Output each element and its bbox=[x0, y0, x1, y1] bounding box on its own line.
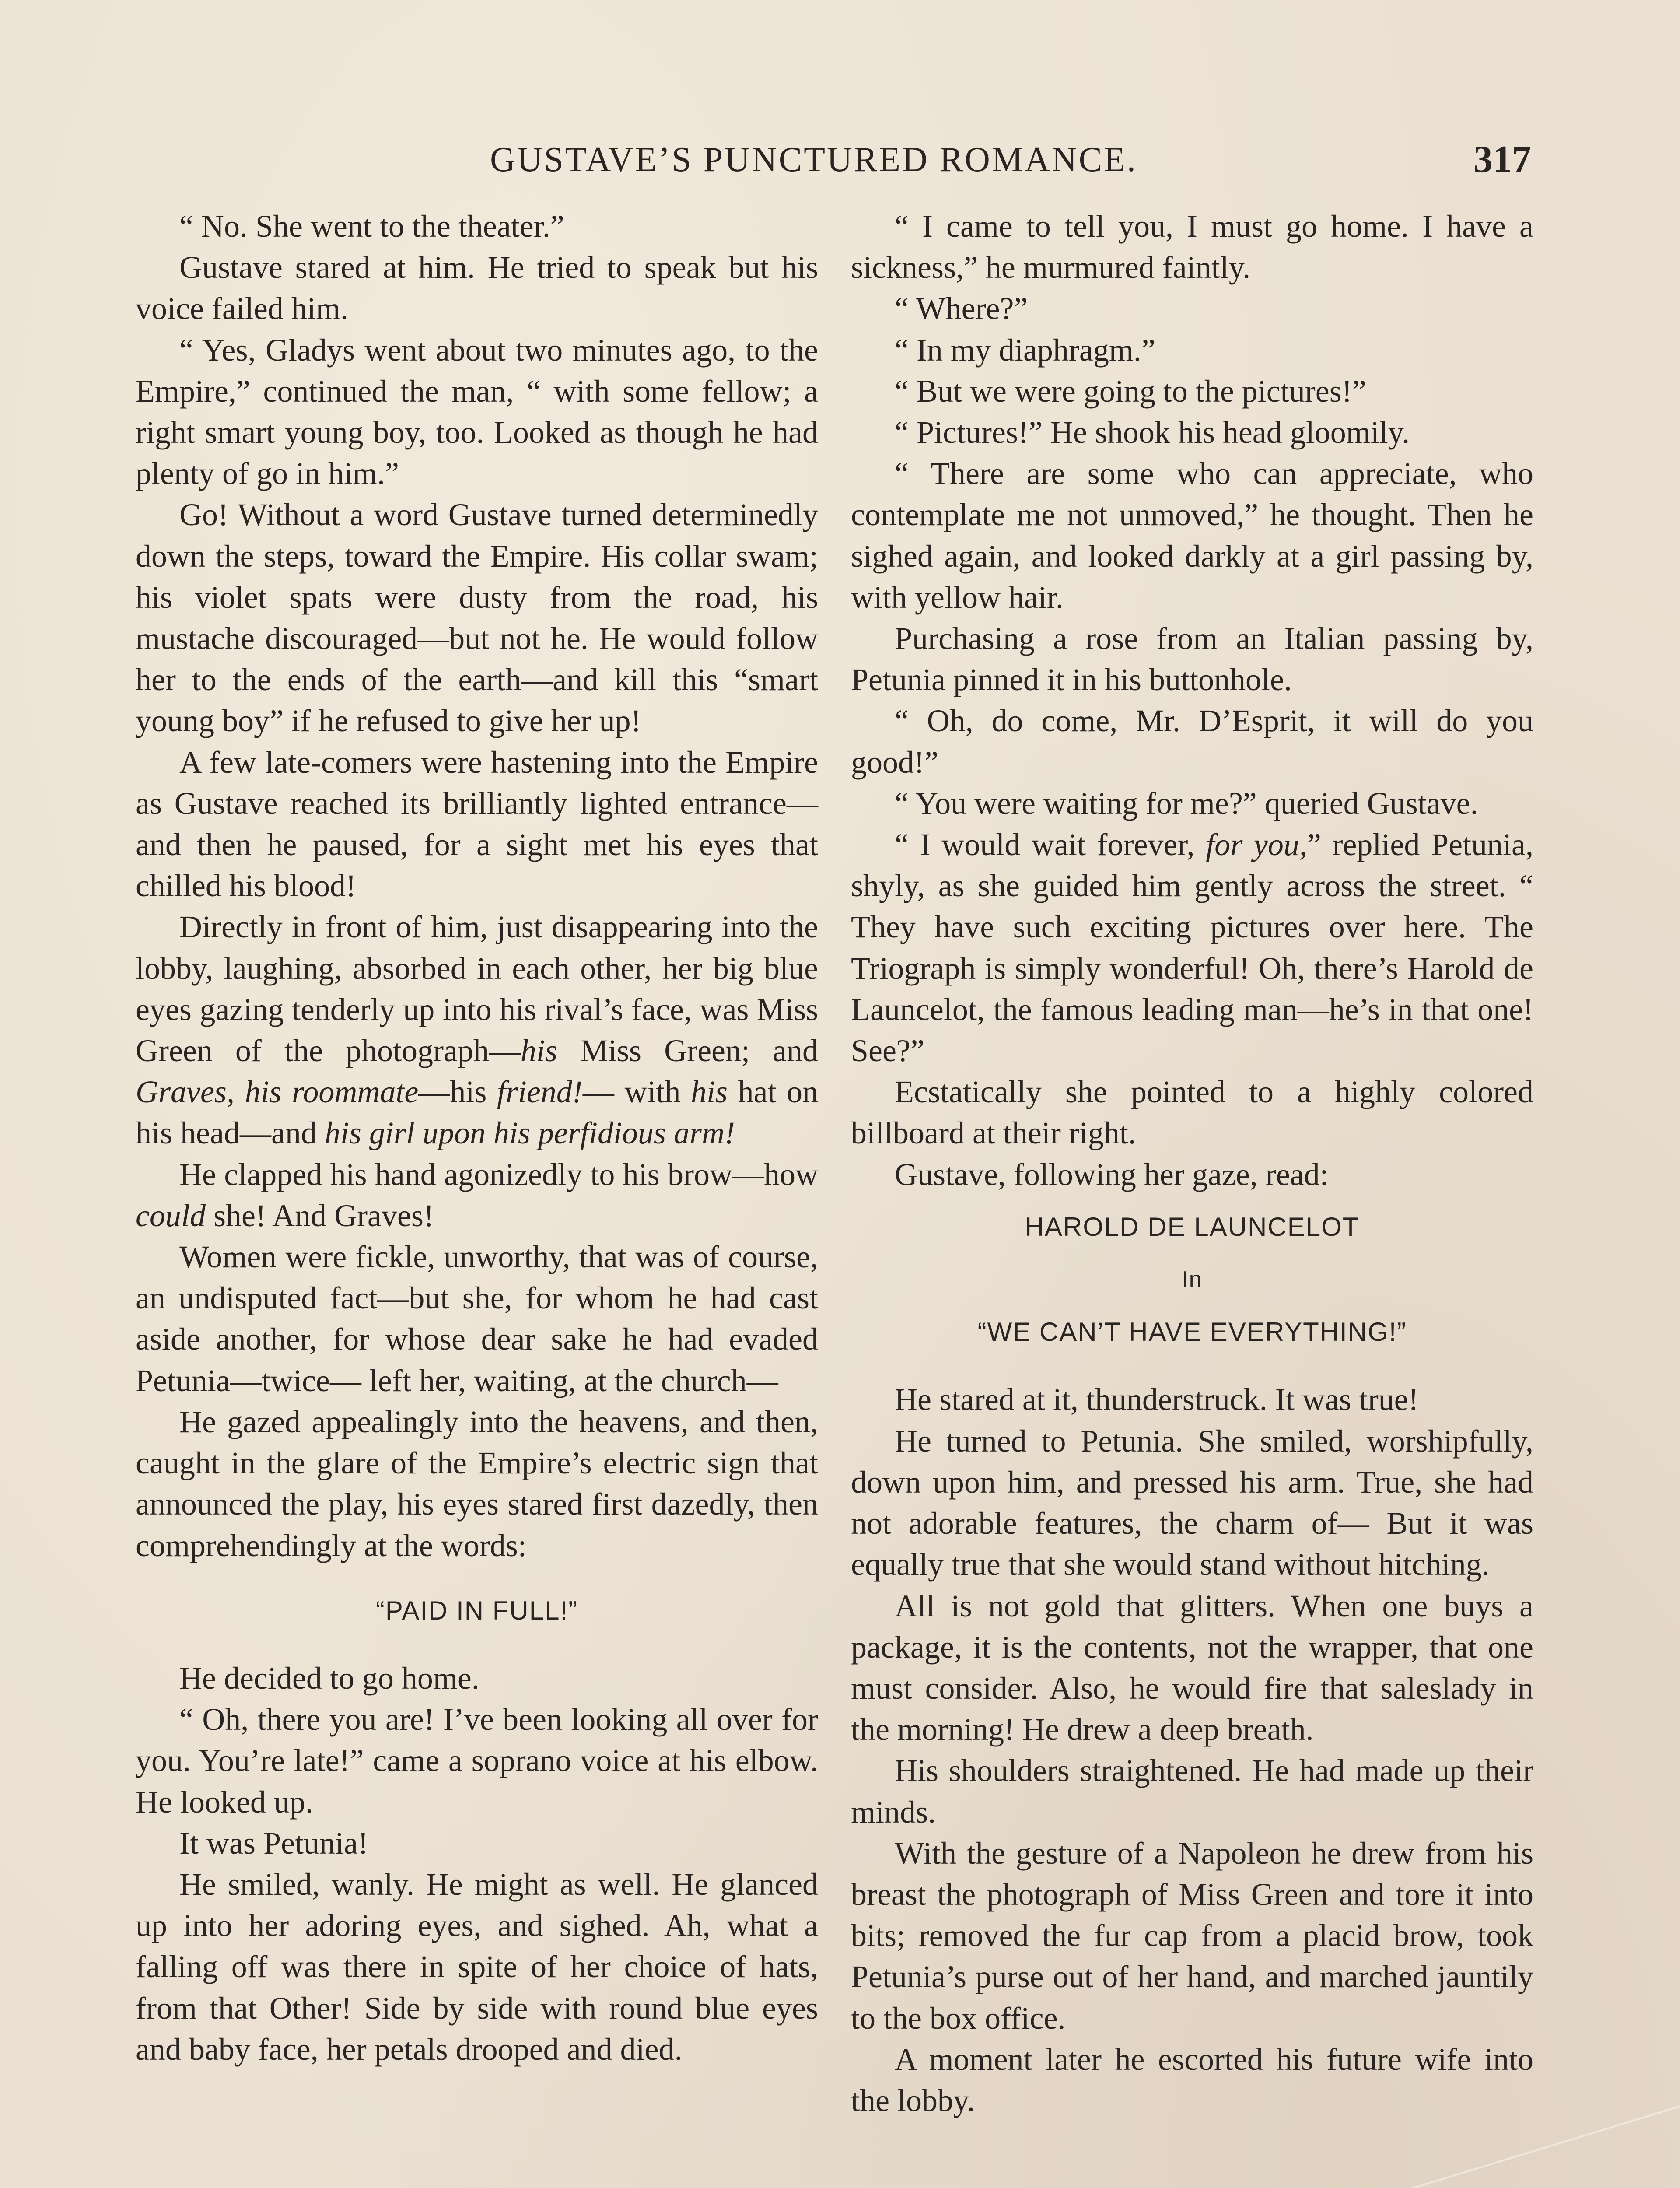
billboard-line: HAROLD DE LAUNCELOT bbox=[1025, 1212, 1360, 1241]
paragraph: “ You were waiting for me?” queried Gustave. bbox=[895, 785, 1478, 821]
page-header bbox=[0, 136, 1680, 184]
text-run: hat on his head—and bbox=[136, 1074, 818, 1151]
sign-text: “PAID IN FULL!” bbox=[375, 1595, 578, 1625]
text-run: Directly in front of him, just disappearing into the lobby, laughing, absorbed in each other, her big blue eyes gazing tenderly up into his rival’s face, was Miss Green of the photograph— bbox=[136, 909, 818, 1069]
paragraph: Purchasing a rose from an Italian passing by, Petunia pinned it in his buttonhole. bbox=[851, 621, 1533, 698]
paragraph: He smiled, wanly. He might as well. He glanced up into her adoring eyes, and sighed. Ah, what a falling off was there in spite of her choice of hats, from that Other! Side by side with round blue eyes and baby face, her petals drooped and died. bbox=[136, 1866, 818, 2067]
text-run: ” replied Petunia, shyly, as she guided him gently across the street. “ They have such exciting pictures over here. The Triograph is simply wonderful! Oh, there’s Harold de Launcelot, the famous leading man—he’s in that one! See?” bbox=[851, 827, 1533, 1069]
italic-run: his bbox=[520, 1033, 557, 1069]
paragraph: “ In my diaphragm.” bbox=[895, 332, 1155, 368]
text-run: “ I would wait forever, bbox=[895, 827, 1206, 863]
text-run: — with bbox=[582, 1074, 691, 1110]
right-column bbox=[851, 206, 1533, 2121]
paragraph: Gustave, following her gaze, read: bbox=[895, 1157, 1329, 1192]
paragraph: It was Petunia! bbox=[179, 1825, 368, 1861]
paragraph: “ But we were going to the pictures!” bbox=[895, 373, 1366, 409]
paragraph: “ No. She went to the theater.” bbox=[179, 209, 564, 244]
paragraph: He stared at it, thunderstruck. It was true! bbox=[895, 1382, 1419, 1417]
paragraph bbox=[136, 1154, 818, 1236]
paragraph: Ecstatically she pointed to a highly colored billboard at their right. bbox=[851, 1074, 1533, 1151]
paragraph: “ Oh, there you are! I’ve been looking all over for you. You’re late!” came a soprano voice at his elbow. He looked up. bbox=[136, 1702, 818, 1820]
text-run: she! And Graves! bbox=[205, 1198, 434, 1233]
paragraph: “ I came to tell you, I must go home. I have a sickness,” he murmured faintly. bbox=[851, 209, 1533, 285]
text-run: He clapped his hand agonizedly to his brow—how bbox=[179, 1157, 818, 1192]
italic-run: could bbox=[136, 1198, 206, 1233]
italic-run: for you, bbox=[1206, 827, 1307, 863]
paragraph: He decided to go home. bbox=[179, 1660, 480, 1696]
italic-run: friend! bbox=[497, 1074, 583, 1110]
paragraph: His shoulders straightened. He had made up their minds. bbox=[851, 1753, 1533, 1830]
text-run: —his bbox=[418, 1074, 497, 1110]
running-head: GUSTAVE’S PUNCTURED ROMANCE. bbox=[490, 140, 1138, 179]
left-column bbox=[136, 206, 818, 2070]
paragraph: “ Oh, do come, Mr. D’Esprit, it will do you good!” bbox=[851, 703, 1533, 780]
paragraph: “ Pictures!” He shook his head gloomily. bbox=[895, 415, 1410, 450]
paragraph: All is not gold that glitters. When one buys a package, it is the contents, not the wrapper, that one must consider. Also, he would fire that saleslady in the morning! He drew a deep breath. bbox=[851, 1588, 1533, 1747]
billboard-line: In bbox=[1182, 1267, 1203, 1293]
paragraph: A few late-comers were hastening into the Empire as Gustave reached its brilliantly lighted entrance—and then he paused, for a sight met his eyes that chilled his blood! bbox=[136, 744, 818, 904]
italic-run: his bbox=[690, 1074, 728, 1110]
paragraph: “ Where?” bbox=[895, 291, 1028, 326]
page-number: 317 bbox=[1474, 138, 1531, 181]
text-run: Miss Green; and bbox=[557, 1033, 818, 1069]
paragraph: Gustave stared at him. He tried to speak but his voice failed him. bbox=[136, 250, 818, 326]
italic-run: Graves, his roommate bbox=[136, 1074, 419, 1110]
billboard-line: “WE CAN’T HAVE EVERYTHING!” bbox=[977, 1317, 1407, 1347]
italic-run: his girl upon his perfidious arm! bbox=[324, 1115, 735, 1151]
paragraph: A moment later he escorted his future wife into the lobby. bbox=[851, 2041, 1533, 2118]
paragraph: He gazed appealingly into the heavens, and then, caught in the glare of the Empire’s electric sign that announced the play, his eyes stared first dazedly, then comprehendingly at the words: bbox=[136, 1404, 818, 1563]
paragraph: He turned to Petunia. She smiled, worshipfully, down upon him, and pressed his arm. True, she had not adorable features, the charm of— But it was equally true that she would stand without hitching. bbox=[851, 1423, 1533, 1582]
paragraph: Women were fickle, unworthy, that was of course, an undisputed fact—but she, for whom he had cast aside another, for whose dear sake he had evaded Petunia—twice— left her, waiting, at the church— bbox=[136, 1239, 818, 1398]
paragraph bbox=[136, 906, 818, 1154]
paragraph: Go! Without a word Gustave turned determinedly down the steps, toward the Empire. His collar swam; his violet spats were dusty from the road, his mustache discouraged—but not he. He would follow her to the ends of the earth—and kill this “smart young boy” if he refused to give her up! bbox=[136, 497, 818, 739]
paragraph: “ There are some who can appreciate, who contemplate me not unmoved,” he thought. Then he sighed again, and looked darkly at a girl passing by, with yellow hair. bbox=[851, 456, 1533, 615]
paragraph bbox=[851, 824, 1533, 1071]
paragraph: “ Yes, Gladys went about two minutes ago, to the Empire,” continued the man, “ with some fellow; a right smart young boy, too. Looked as though he had plenty of go in him.” bbox=[136, 332, 818, 491]
paragraph: With the gesture of a Napoleon he drew from his breast the photograph of Miss Green and tore it into bits; removed the fur cap from a placid brow, took Petunia’s purse out of her hand, and marched jauntily to the box office. bbox=[851, 1835, 1533, 2036]
